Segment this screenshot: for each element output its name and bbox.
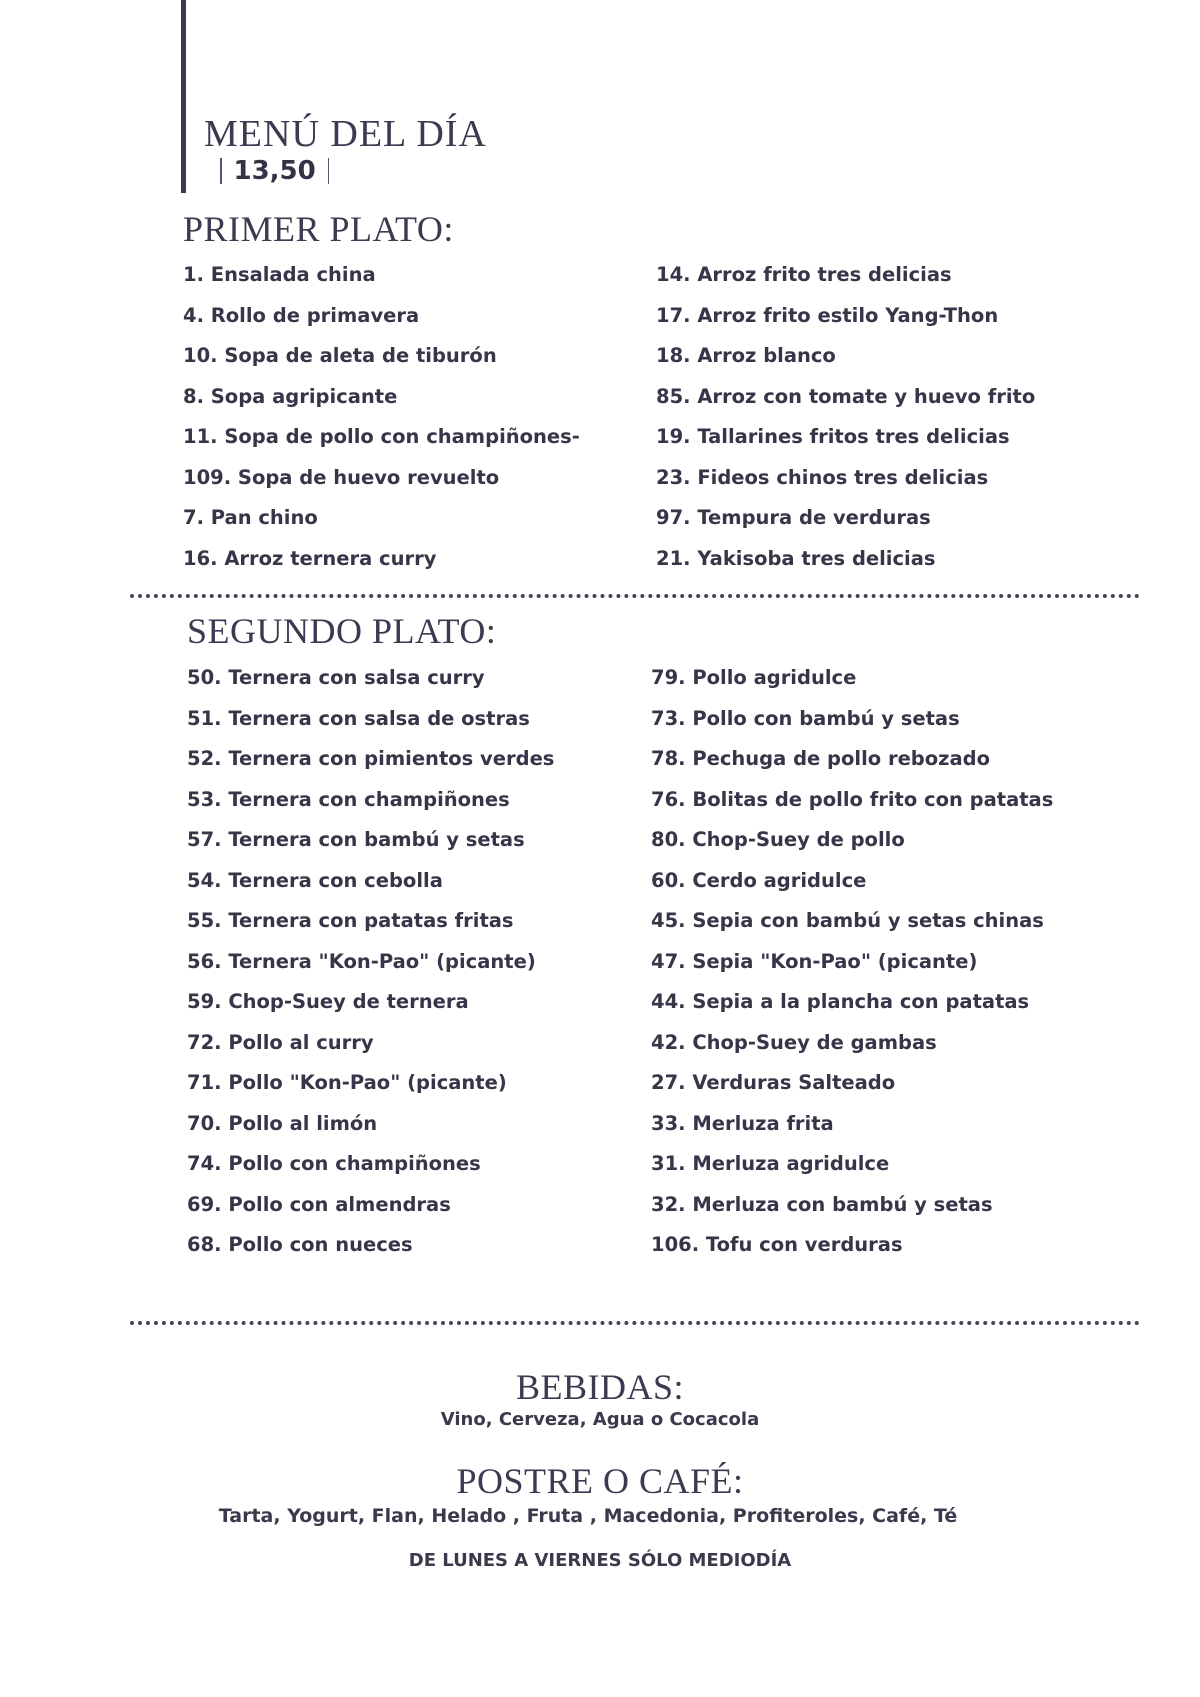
list-item: 106. Tofu con verduras — [651, 1233, 903, 1256]
list-item: 50. Ternera con salsa curry — [187, 666, 485, 689]
list-item: 51. Ternera con salsa de ostras — [187, 706, 530, 730]
postre-title: POSTRE O CAFÉ: — [456, 1461, 744, 1501]
decorative-vertical-bar — [181, 0, 186, 193]
dotted-divider — [130, 594, 1140, 598]
primer-plato-right-list — [656, 255, 1035, 579]
list-item: 53. Ternera con champiñones — [187, 787, 510, 811]
list-item: 68. Pollo con nueces — [187, 1233, 413, 1256]
list-item: 76. Bolitas de pollo frito con patatas — [651, 787, 1054, 811]
primer-plato-left-list — [183, 255, 580, 579]
list-item: 59. Chop-Suey de ternera — [187, 990, 469, 1013]
list-item: 71. Pollo "Kon-Pao" (picante) — [187, 1071, 507, 1094]
segundo-plato-title: SEGUNDO PLATO: — [187, 611, 497, 651]
list-item: 14. Arroz frito tres delicias — [656, 263, 952, 286]
menu-title: MENÚ DEL DÍA — [204, 113, 487, 155]
list-item: 18. Arroz blanco — [656, 344, 836, 367]
menu-price: 13,50 — [233, 156, 316, 186]
list-item: 69. Pollo con almendras — [187, 1192, 451, 1216]
list-item: 21. Yakisoba tres delicias — [656, 546, 936, 570]
list-item: 23. Fideos chinos tres delicias — [656, 465, 989, 489]
list-item: 32. Merluza con bambú y setas — [651, 1192, 993, 1216]
list-item: 31. Merluza agridulce — [651, 1152, 890, 1175]
list-item: 70. Pollo al limón — [187, 1111, 378, 1135]
list-item: 57. Ternera con bambú y setas — [187, 828, 525, 851]
dotted-divider — [130, 1321, 1140, 1325]
list-item: 74. Pollo con champiñones — [187, 1152, 481, 1175]
bebidas-text: Vino, Cerveza, Agua o Cocacola — [440, 1409, 760, 1430]
list-item: 85. Arroz con tomate y huevo frito — [656, 384, 1036, 408]
list-item: 45. Sepia con bambú y setas chinas — [651, 909, 1044, 932]
list-item: 17. Arroz frito estilo Yang-Thon — [656, 303, 999, 327]
list-item: 16. Arroz ternera curry — [183, 546, 437, 570]
list-item: 60. Cerdo agridulce — [651, 868, 867, 892]
list-item: 73. Pollo con bambú y setas — [651, 706, 960, 730]
list-item: 47. Sepia "Kon-Pao" (picante) — [651, 949, 978, 973]
segundo-plato-right-list — [651, 658, 1053, 1266]
list-item: 19. Tallarines fritos tres delicias — [656, 425, 1010, 448]
list-item: 11. Sopa de pollo con champiñones- — [183, 425, 580, 448]
segundo-plato-left-list — [187, 658, 554, 1266]
list-item: 44. Sepia a la plancha con patatas — [651, 990, 1030, 1013]
list-item: 56. Ternera "Kon-Pao" (picante) — [187, 949, 536, 973]
list-item: 80. Chop-Suey de pollo — [651, 828, 905, 851]
list-item: 72. Pollo al curry — [187, 1030, 374, 1054]
list-item: 109. Sopa de huevo revuelto — [183, 465, 500, 489]
primer-plato-title: PRIMER PLATO: — [183, 209, 454, 249]
list-item: 1. Ensalada china — [183, 263, 376, 286]
list-item: 52. Ternera con pimientos verdes — [187, 747, 555, 770]
price-left-divider — [220, 158, 222, 184]
list-item: 54. Ternera con cebolla — [187, 868, 443, 892]
list-item: 97. Tempura de verduras — [656, 506, 931, 529]
postre-text: Tarta, Yogurt, Flan, Helado , Fruta , Macedonia, Profiteroles, Café, Té — [218, 1505, 958, 1527]
list-item: 4. Rollo de primavera — [183, 303, 420, 327]
list-item: 27. Verduras Salteado — [651, 1071, 896, 1094]
list-item: 7. Pan chino — [183, 506, 318, 529]
list-item: 79. Pollo agridulce — [651, 666, 857, 689]
price-right-divider — [328, 158, 330, 184]
list-item: 55. Ternera con patatas fritas — [187, 909, 514, 932]
list-item: 33. Merluza frita — [651, 1111, 834, 1135]
list-item: 42. Chop-Suey de gambas — [651, 1030, 937, 1054]
schedule-note: DE LUNES A VIERNES SÓLO MEDIODÍA — [408, 1550, 792, 1571]
price-row — [220, 156, 329, 186]
list-item: 10. Sopa de aleta de tiburón — [183, 344, 497, 367]
list-item: 8. Sopa agripicante — [183, 384, 398, 408]
list-item: 78. Pechuga de pollo rebozado — [651, 747, 991, 770]
bebidas-title: BEBIDAS: — [515, 1367, 685, 1407]
